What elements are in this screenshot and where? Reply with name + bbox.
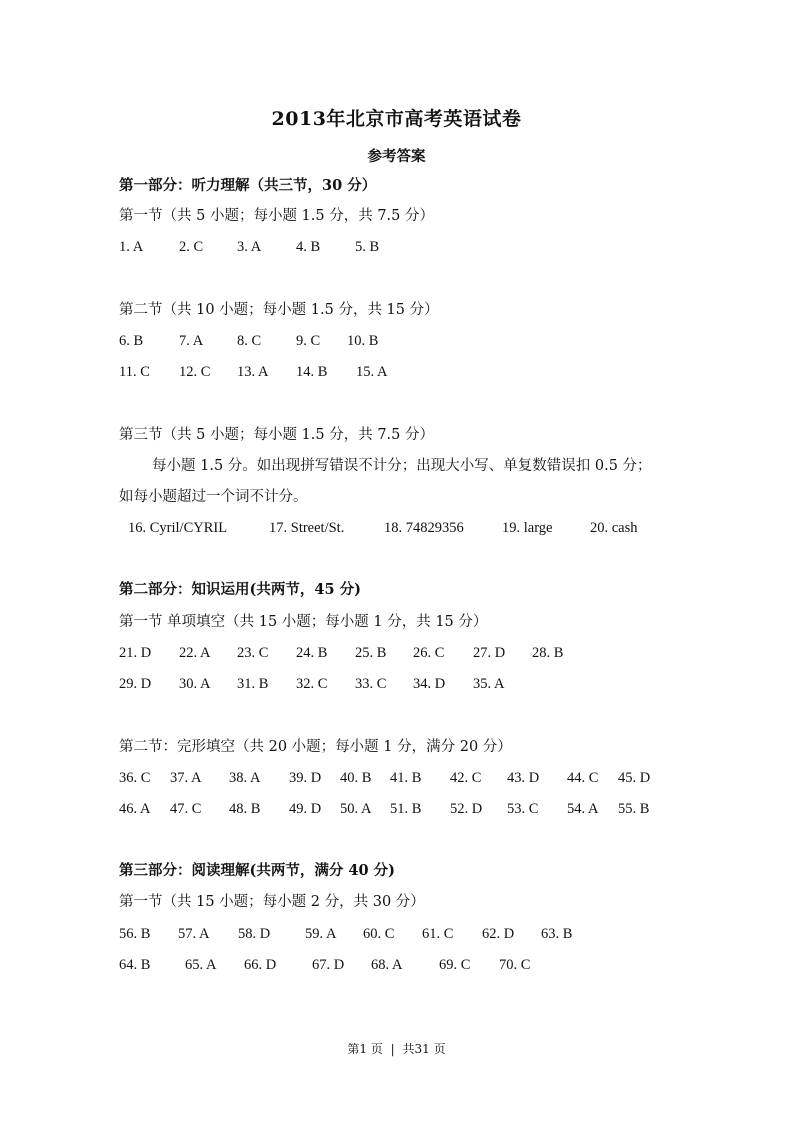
part1-sec1-desc: 第一节（共 5 小题；每小题 1.5 分，共 7.5 分） xyxy=(119,208,434,224)
answer-item: 59. A xyxy=(305,926,337,942)
answer-item: 11. C xyxy=(119,364,150,380)
answer-item: 54. A xyxy=(567,801,599,817)
answer-item: 24. B xyxy=(296,645,328,661)
part2-heading: 第二部分：知识运用(共两节，45 分) xyxy=(119,581,361,598)
answer-item: 33. C xyxy=(355,676,387,692)
answer-item: 52. D xyxy=(450,801,483,817)
answer-item: 65. A xyxy=(185,957,217,973)
answer-item: 10. B xyxy=(347,333,379,349)
part1-sec2-desc: 第二节（共 10 小题；每小题 1.5 分，共 15 分） xyxy=(119,302,439,318)
answer-item: 29. D xyxy=(119,676,152,692)
answer-item: 44. C xyxy=(567,770,599,786)
answer-item: 66. D xyxy=(244,957,277,973)
part3-sec1-desc: 第一节（共 15 小题；每小题 2 分，共 30 分） xyxy=(119,894,425,910)
answer-item: 61. C xyxy=(422,926,454,942)
answer-item: 12. C xyxy=(179,364,211,380)
page-separator: | xyxy=(390,1042,395,1056)
answer-item: 13. A xyxy=(237,364,269,380)
answer-item: 45. D xyxy=(618,770,651,786)
answer-item: 9. C xyxy=(296,333,321,349)
answer-item: 2. C xyxy=(179,239,204,255)
answer-item: 37. A xyxy=(170,770,202,786)
answer-item: 47. C xyxy=(170,801,202,817)
answer-item: 39. D xyxy=(289,770,322,786)
answer-item: 5. B xyxy=(355,239,380,255)
part1-sec3-note2: 如每小题超过一个词不计分。 xyxy=(119,489,308,505)
answer-item: 34. D xyxy=(413,676,446,692)
answer-item: 7. A xyxy=(179,333,204,349)
answer-item: 63. B xyxy=(541,926,573,942)
answer-item: 68. A xyxy=(371,957,403,973)
answer-subtitle: 参考答案 xyxy=(367,148,426,165)
answer-item: 40. B xyxy=(340,770,372,786)
answer-item: 25. B xyxy=(355,645,387,661)
answer-item: 42. C xyxy=(450,770,482,786)
answer-item: 35. A xyxy=(473,676,505,692)
answer-item: 32. C xyxy=(296,676,328,692)
answer-item: 18. 74829356 xyxy=(384,520,464,536)
answer-item: 17. Street/St. xyxy=(269,520,345,536)
answer-item: 43. D xyxy=(507,770,540,786)
answer-item: 51. B xyxy=(390,801,422,817)
answer-item: 50. A xyxy=(340,801,372,817)
answer-item: 55. B xyxy=(618,801,650,817)
part3-heading: 第三部分：阅读理解(共两节，满分 40 分) xyxy=(119,862,395,879)
answer-item: 6. B xyxy=(119,333,144,349)
answer-item: 8. C xyxy=(237,333,262,349)
answer-item: 28. B xyxy=(532,645,564,661)
answer-item: 57. A xyxy=(178,926,210,942)
answer-item: 70. C xyxy=(499,957,531,973)
answer-item: 36. C xyxy=(119,770,151,786)
answer-item: 1. A xyxy=(119,239,144,255)
answer-item: 53. C xyxy=(507,801,539,817)
answer-item: 15. A xyxy=(356,364,388,380)
answer-item: 4. B xyxy=(296,239,321,255)
page-title: 2013年北京市高考英语试卷 xyxy=(271,108,522,130)
answer-item: 22. A xyxy=(179,645,211,661)
answer-item: 58. D xyxy=(238,926,271,942)
page-current: 第1 页 xyxy=(347,1042,383,1056)
answer-item: 21. D xyxy=(119,645,152,661)
answer-item: 60. C xyxy=(363,926,395,942)
answer-item: 46. A xyxy=(119,801,151,817)
answer-item: 49. D xyxy=(289,801,322,817)
part2-sec1-desc: 第一节 单项填空（共 15 小题；每小题 1 分，共 15 分） xyxy=(119,614,488,630)
page-total: 共31 页 xyxy=(402,1042,446,1056)
answer-item: 69. C xyxy=(439,957,471,973)
answer-item: 67. D xyxy=(312,957,345,973)
part2-sec2-desc: 第二节：完形填空（共 20 小题；每小题 1 分，满分 20 分） xyxy=(119,739,512,755)
answer-item: 48. B xyxy=(229,801,261,817)
part1-sec3-note1: 每小题 1.5 分。如出现拼写错误不计分；出现大小写、单复数错误扣 0.5 分； xyxy=(152,458,652,474)
answer-item: 64. B xyxy=(119,957,151,973)
answer-item: 41. B xyxy=(390,770,422,786)
answer-item: 31. B xyxy=(237,676,269,692)
answer-item: 56. B xyxy=(119,926,151,942)
page-footer xyxy=(0,1040,793,1057)
answer-item: 38. A xyxy=(229,770,261,786)
answer-item: 16. Cyril/CYRIL xyxy=(128,520,228,536)
answer-item: 23. C xyxy=(237,645,269,661)
part1-heading: 第一部分：听力理解（共三节，30 分） xyxy=(119,177,377,194)
answer-item: 19. large xyxy=(502,520,553,536)
part1-sec3-desc: 第三节（共 5 小题；每小题 1.5 分，共 7.5 分） xyxy=(119,427,434,443)
answer-item: 14. B xyxy=(296,364,328,380)
answer-item: 27. D xyxy=(473,645,506,661)
answer-item: 62. D xyxy=(482,926,515,942)
answer-item: 26. C xyxy=(413,645,445,661)
answer-item: 3. A xyxy=(237,239,262,255)
answer-item: 20. cash xyxy=(590,520,638,536)
answer-item: 30. A xyxy=(179,676,211,692)
